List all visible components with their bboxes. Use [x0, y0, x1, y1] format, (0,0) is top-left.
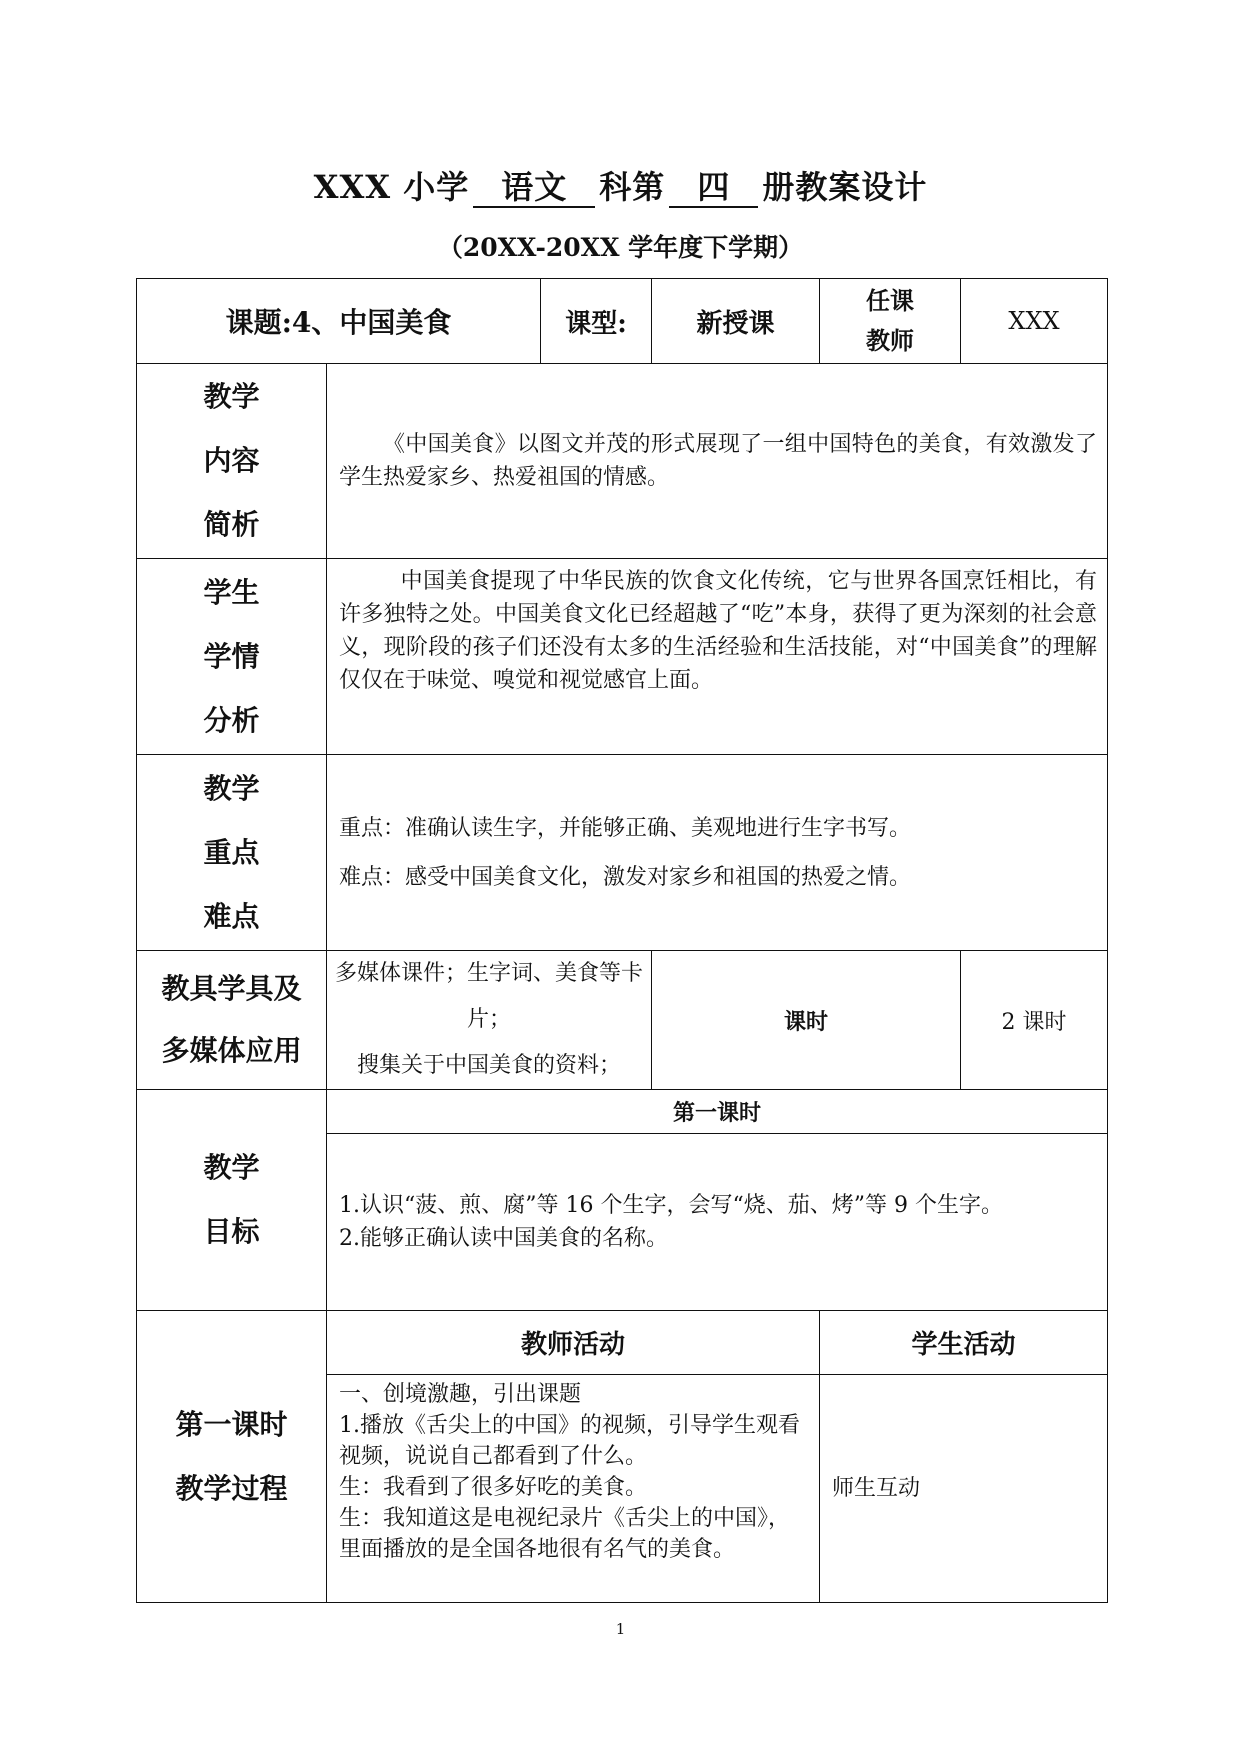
teacher-line: 生：我看到了很多好吃的美食。	[339, 1475, 648, 1500]
label-line: 教学	[203, 1151, 260, 1184]
header-row	[137, 279, 1108, 364]
label-line: 分析	[203, 703, 260, 737]
goals-session-title: 第一课时	[327, 1090, 1108, 1134]
process-header-row	[137, 1311, 1108, 1375]
student-activity-text: 师生互动	[820, 1375, 1108, 1603]
key-points-row	[137, 755, 1108, 951]
label-line: 教学	[203, 771, 260, 805]
content-analysis-text: 《中国美食》以图文并茂的形式展现了一组中国特色的美食，有效激发了学生热爱家乡、热爱祖国的情感。	[327, 364, 1108, 559]
label-line: 重点	[203, 835, 260, 869]
lesson-plan-table	[136, 278, 1108, 1603]
type-label: 课型:	[541, 279, 652, 364]
label-line: 多媒体应用	[161, 1034, 302, 1067]
document-subtitle: （20XX-20XX 学年度下学期）	[437, 233, 804, 262]
student-analysis-label	[137, 559, 327, 755]
key-points-text	[327, 755, 1108, 951]
teacher-value: XXX	[961, 279, 1108, 364]
goal-line-2: 2.能够正确认读中国美食的名称。	[339, 1226, 668, 1251]
label-line: 内容	[203, 444, 260, 477]
content-analysis-row	[137, 364, 1108, 559]
page-number: 1	[615, 1620, 626, 1638]
tools-label	[137, 951, 327, 1090]
difficult-point: 难点：感受中国美食文化，激发对家乡和祖国的热爱之情。	[339, 864, 912, 890]
teacher-label-1: 任课	[866, 286, 915, 315]
type-value: 新授课	[652, 279, 820, 364]
teacher-label-2: 教师	[866, 326, 915, 355]
goals-title-row	[137, 1090, 1108, 1134]
key-point: 重点：准确认读生字，并能够正确、美观地进行生字书写。	[339, 815, 912, 841]
title-school: XXX 小学	[313, 168, 470, 206]
goals-text	[327, 1134, 1108, 1311]
content-analysis-label	[137, 364, 327, 559]
teacher-activity-text	[327, 1375, 820, 1603]
title-subject: 语文	[473, 168, 595, 208]
label-line: 教具学具及	[161, 972, 302, 1005]
label-line: 教学	[203, 380, 260, 413]
key-points-label	[137, 755, 327, 951]
tools-row	[137, 951, 1108, 1090]
goals-label	[137, 1090, 327, 1311]
student-analysis-row	[137, 559, 1108, 755]
process-label	[137, 1311, 327, 1603]
label-line: 简析	[203, 508, 260, 541]
student-activity-header: 学生活动	[820, 1311, 1108, 1375]
student-analysis-text: 中国美食提现了中华民族的饮食文化传统，它与世界各国烹饪相比，有许多独特之处。中国美食文化已经超越了“吃”本身，获得了更为深刻的社会意义，现阶段的孩子们还没有太多的生活经验和生活技能，对“中国美食”的理解仅仅在于味觉、嗅觉和视觉感官上面。	[327, 559, 1108, 755]
label-line: 难点	[203, 899, 260, 933]
document-title	[0, 162, 1241, 208]
goal-line-1: 1.认识“菠、煎、腐”等 16 个生字，会写“烧、茄、烤”等 9 个生字。	[339, 1193, 1003, 1218]
topic-cell: 课题:4、中国美食	[137, 279, 541, 364]
hours-label: 课时	[652, 951, 961, 1090]
teacher-label-cell	[820, 279, 961, 364]
title-volume: 四	[669, 168, 758, 208]
teacher-line: 1.播放《舌尖上的中国》的视频，引导学生观看视频，说说自己都看到了什么。	[339, 1413, 800, 1469]
label-line: 教学过程	[175, 1471, 288, 1505]
title-volume-suffix: 册教案设计	[762, 168, 928, 206]
tools-line-1: 多媒体课件；生字词、美食等卡片；	[335, 961, 644, 1032]
title-subject-suffix: 科第	[599, 168, 666, 206]
teacher-activity-header: 教师活动	[327, 1311, 820, 1375]
label-line: 学情	[203, 639, 260, 673]
label-line: 第一课时	[175, 1407, 288, 1441]
label-line: 目标	[203, 1215, 260, 1248]
tools-line-2: 搜集关于中国美食的资料；	[357, 1053, 622, 1078]
tools-text	[327, 951, 652, 1090]
teacher-line: 生：我知道这是电视纪录片《舌尖上的中国》，里面播放的是全国各地很有名气的美食。	[339, 1506, 791, 1562]
hours-value: 2 课时	[961, 951, 1108, 1090]
label-line: 学生	[203, 575, 260, 609]
teacher-line: 一、创境激趣，引出课题	[339, 1382, 582, 1407]
